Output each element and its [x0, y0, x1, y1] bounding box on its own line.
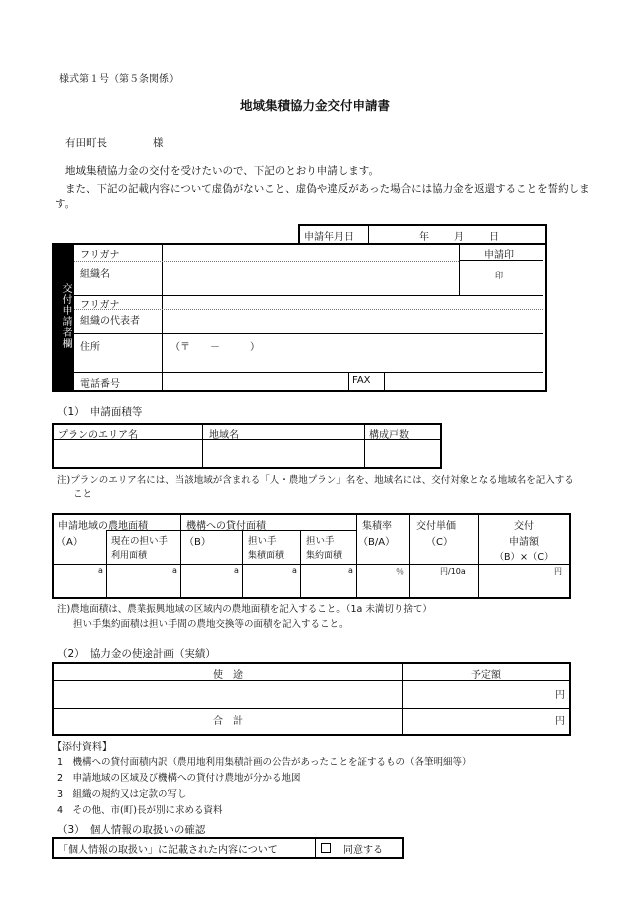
- col-households: 構成戸数: [369, 430, 409, 441]
- date-label: 申請年月日: [300, 226, 369, 245]
- a-label: （A）: [56, 537, 83, 548]
- unit-a-3: a: [234, 566, 239, 575]
- seal-header: 申請印: [484, 250, 514, 261]
- c-label: （C）: [426, 537, 453, 548]
- phone-label: 電話番号: [80, 379, 120, 390]
- h-rate: 集積率: [362, 521, 392, 532]
- plan-area-field[interactable]: [55, 441, 201, 465]
- org-name-label: 組織名: [80, 269, 110, 280]
- section1-note-1: 注)プランのエリア名には、当該地域が含まれる「人・農地プラン」名を、地域名には、交付対象となる地域名を記入する: [57, 475, 574, 486]
- unit-a-5: a: [348, 566, 353, 575]
- area-note-2: 担い手集約面積は担い手間の農地交換等の面積を記入すること。: [73, 619, 349, 630]
- representative-field[interactable]: [164, 310, 542, 332]
- ba-label: （B/A）: [358, 537, 396, 548]
- households-field[interactable]: [366, 441, 438, 465]
- accum-2: 集積面積: [248, 551, 285, 561]
- section2-heading: （2） 協力金の使途計画（実績）: [57, 648, 216, 660]
- h-unit-price: 交付単価: [416, 521, 456, 532]
- postal-code: （〒 － ）: [170, 342, 260, 353]
- h-farmland: 申請地域の農地面積: [58, 521, 148, 532]
- intro-line-1: 地域集積協力金の交付を受けたいので、下記のとおり申請します。: [65, 165, 379, 177]
- section1-heading: （1） 申請面積等: [57, 406, 143, 418]
- area-name-table: [52, 423, 442, 469]
- addressee: 有田町長: [65, 137, 107, 149]
- section3-heading: （3） 個人情報の取扱いの確認: [57, 824, 206, 836]
- fax-label: FAX: [352, 375, 371, 386]
- furigana-label-2: フリガナ: [80, 300, 120, 311]
- area-note-1: 注)農地面積は、農業振興地域の区域内の農地面積を記入すること。（1a 未満切り捨て）: [57, 604, 432, 615]
- attachment-1: 1 機構への貸付面積内訳（農用地利用集積計画の公告があったことを証するもの（各筆明細等）: [57, 757, 472, 768]
- conc-2: 集約面積: [306, 551, 343, 561]
- privacy-table: [52, 837, 404, 859]
- conc-1: 担い手: [306, 536, 335, 547]
- h-lending: 機構への貸付面積: [186, 521, 266, 532]
- unit-pct: ％: [396, 567, 404, 576]
- honorific: 様: [153, 137, 164, 149]
- col-usage: 使 途: [213, 670, 243, 681]
- unit-a-1: a: [98, 566, 103, 575]
- unit-yen-per: 円/10a: [440, 567, 466, 576]
- seal-mark: 印: [495, 271, 503, 280]
- address-label: 住所: [80, 342, 100, 353]
- unit-a-2: a: [172, 566, 177, 575]
- agree-checkbox[interactable]: [321, 843, 331, 853]
- representative-label: 組織の代表者: [80, 316, 140, 327]
- col-plan-area: プランのエリア名: [58, 430, 138, 441]
- page-title: 地域集積協力金交付申請書: [239, 98, 390, 113]
- unit-a-4: a: [292, 566, 297, 575]
- fax-field[interactable]: [386, 373, 541, 389]
- attachment-2: 2 申請地域の区域及び機構への貸付け農地が分かる地図: [57, 773, 301, 784]
- region-field[interactable]: [204, 441, 363, 465]
- agree-label: 同意する: [343, 845, 383, 856]
- attachment-3: 3 組織の規約又は定款の写し: [57, 789, 187, 800]
- section1-note-2: こと: [73, 489, 93, 500]
- phone-field[interactable]: [164, 373, 347, 389]
- usage-field[interactable]: [56, 683, 400, 707]
- accum-1: 担い手: [248, 536, 277, 547]
- intro-line-3: す。: [55, 198, 76, 210]
- col-planned: 予定額: [471, 670, 501, 681]
- furigana-label-1: フリガナ: [80, 250, 120, 261]
- date-row: [298, 224, 547, 245]
- current-holder-1: 現在の担い手: [111, 536, 169, 547]
- b-label: （B）: [184, 537, 211, 548]
- applicant-block: [52, 243, 547, 392]
- applicant-side-label: 交付申請者欄: [54, 245, 74, 390]
- address-field[interactable]: [164, 334, 542, 372]
- unit-yen: 円: [554, 567, 562, 576]
- date-field[interactable]: 年 月 日: [419, 232, 499, 243]
- attachment-4: 4 その他、市(町)長が別に求める資料: [57, 805, 223, 816]
- area-table: [52, 513, 571, 599]
- h-amount-3: （B）×（C）: [494, 552, 554, 563]
- usage-table: [52, 662, 571, 736]
- attachments-heading: 【添付資料】: [52, 742, 112, 753]
- org-name-field[interactable]: [164, 262, 457, 294]
- intro-line-2: また、下記の記載内容について虚偽がないこと、虚偽や違反があった場合には協力金を返還することを誓約しま: [65, 183, 590, 195]
- planned-yen-1: 円: [555, 690, 565, 701]
- h-amount-1: 交付: [514, 521, 534, 532]
- planned-yen-total: 円: [555, 716, 565, 727]
- h-amount-2: 申請額: [509, 537, 539, 548]
- total-label: 合 計: [213, 716, 243, 727]
- current-holder-2: 利用面積: [111, 551, 148, 561]
- form-number: 様式第１号（第５条関係）: [59, 74, 179, 85]
- privacy-statement: 「個人情報の取扱い」に記載された内容について: [58, 845, 278, 856]
- col-region: 地域名: [209, 430, 239, 441]
